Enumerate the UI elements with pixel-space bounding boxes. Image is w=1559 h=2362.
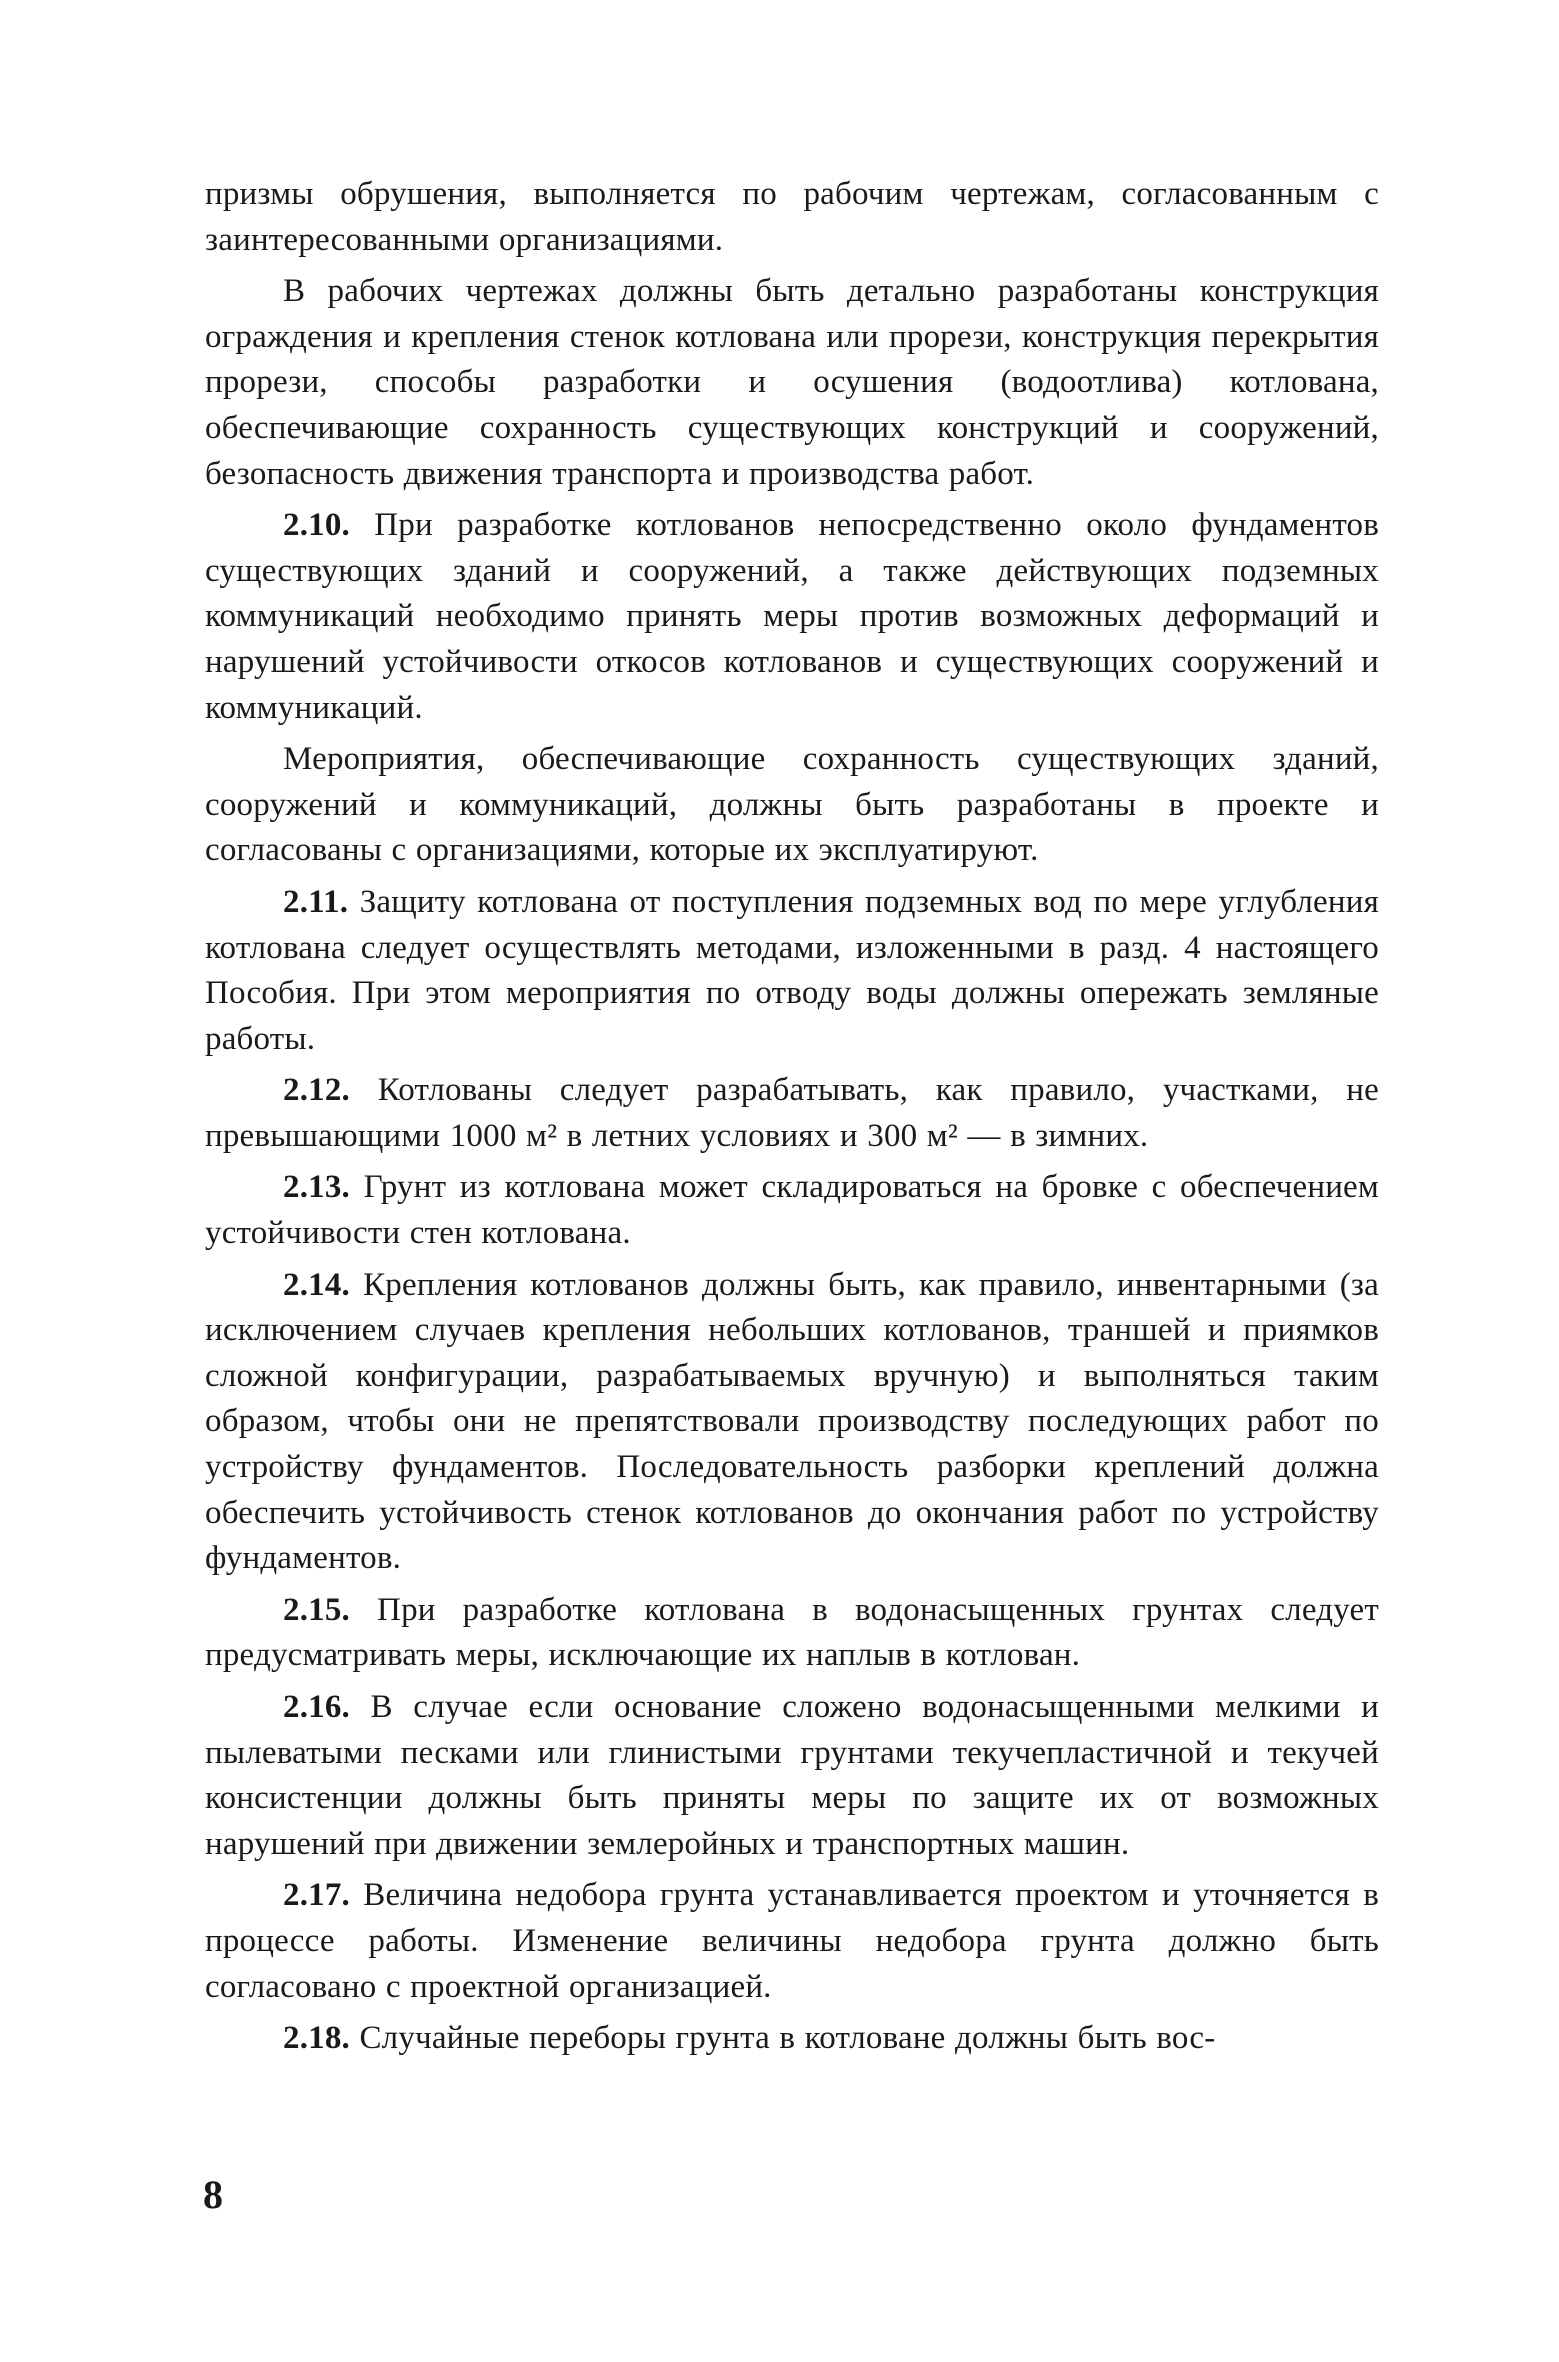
clause-number: 2.14. xyxy=(283,1266,350,1303)
clause-text: Защиту котлована от поступления подземных вод по мере углубления котлована следует осуществлять методами, изложенными в разд. 4 настоящего Пособия. При этом мероприятия по отводу воды должны опережать земляные работы. xyxy=(205,883,1379,1057)
clause-number: 2.10. xyxy=(283,507,350,544)
paragraph-text: Мероприятия, обеспечивающие сохранность существующих зданий, сооружений и коммуникаций, должны быть разработаны в проекте и согласованы с организациями, которые их эксплуатируют. xyxy=(205,741,1379,869)
clause-2-17 xyxy=(205,1873,1379,2010)
clause-text: При разработке котлована в водонасыщенных грунтах следует предусматривать меры, исключающие их наплыв в котлован. xyxy=(205,1591,1379,1674)
clause-number: 2.18. xyxy=(283,2020,350,2057)
clause-2-15 xyxy=(205,1588,1379,1679)
clause-number: 2.15. xyxy=(283,1591,350,1628)
clause-2-12 xyxy=(205,1068,1379,1159)
clause-text: Котлованы следует разрабатывать, как правило, участками, не превышающими 1000 м² в летних условиях и 300 м² — в зимних. xyxy=(205,1072,1379,1154)
clause-2-13 xyxy=(205,1165,1379,1256)
paragraph-text: призмы обрушения, выполняется по рабочим чертежам, согласованным с заинтересованными организациями. xyxy=(205,176,1379,258)
page-number: 8 xyxy=(203,2172,223,2217)
clause-number: 2.12. xyxy=(283,1072,350,1109)
clause-2-16 xyxy=(205,1685,1379,1867)
clause-number: 2.11. xyxy=(283,883,349,920)
clause-text: При разработке котлованов непосредственно около фундаментов существующих зданий и сооружений, а также действующих подземных коммуникаций необходимо принять меры против возможных деформаций и нарушений устойчивости откосов котлованов и существующих сооружений и коммуникаций. xyxy=(205,507,1379,726)
clause-text: В случае если основание сложено водонасыщенными мелкими и пылеватыми песками или глинистыми грунтами текучепластичной и текучей консистенции должны быть приняты меры по защите их от возможных нарушений при движении землеройных и транспортных машин. xyxy=(205,1689,1379,1862)
clause-text: Грунт из котлована может складироваться на бровке с обеспечением устойчивости стен котлована. xyxy=(205,1169,1379,1252)
clause-text: Случайные переборы грунта в котловане должны быть вос- xyxy=(359,2020,1216,2057)
paragraph-working-drawings xyxy=(205,269,1379,497)
paragraph-measures xyxy=(205,737,1379,874)
clause-2-18 xyxy=(205,2016,1379,2062)
clause-number: 2.17. xyxy=(283,1877,350,1914)
clause-number: 2.13. xyxy=(283,1169,350,1206)
clause-text: Величина недобора грунта устанавливается проектом и уточняется в процессе работы. Изменение величины недобора грунта должно быть согласовано с проектной организацией. xyxy=(205,1877,1379,2005)
clause-2-14 xyxy=(205,1263,1379,1582)
clause-number: 2.16. xyxy=(283,1689,350,1725)
document-page xyxy=(205,172,1379,2062)
clause-2-10 xyxy=(205,503,1379,731)
clause-2-11 xyxy=(205,880,1379,1062)
paragraph-continuation xyxy=(205,172,1379,263)
clause-text: Крепления котлованов должны быть, как правило, инвентарными (за исключением случаев крепления небольших котлованов, траншей и приямков сложной конфигурации, разрабатываемых вручную) и выполняться таким образом, чтобы они не препятствовали производству последующих работ по устройству фундаментов. Последовательность разборки креплений должна обеспечить устойчивость стенок котлованов до окончания работ по устройству фундаментов. xyxy=(205,1266,1379,1577)
paragraph-text: В рабочих чертежах должны быть детально разработаны конструкция ограждения и крепления стенок котлована или прорези, конструкция перекрытия прорези, способы разработки и осушения (водоотлива) котлована, обеспечивающие сохранность существующих конструкций и сооружений, безопасность движения транспорта и производства работ. xyxy=(205,273,1379,492)
